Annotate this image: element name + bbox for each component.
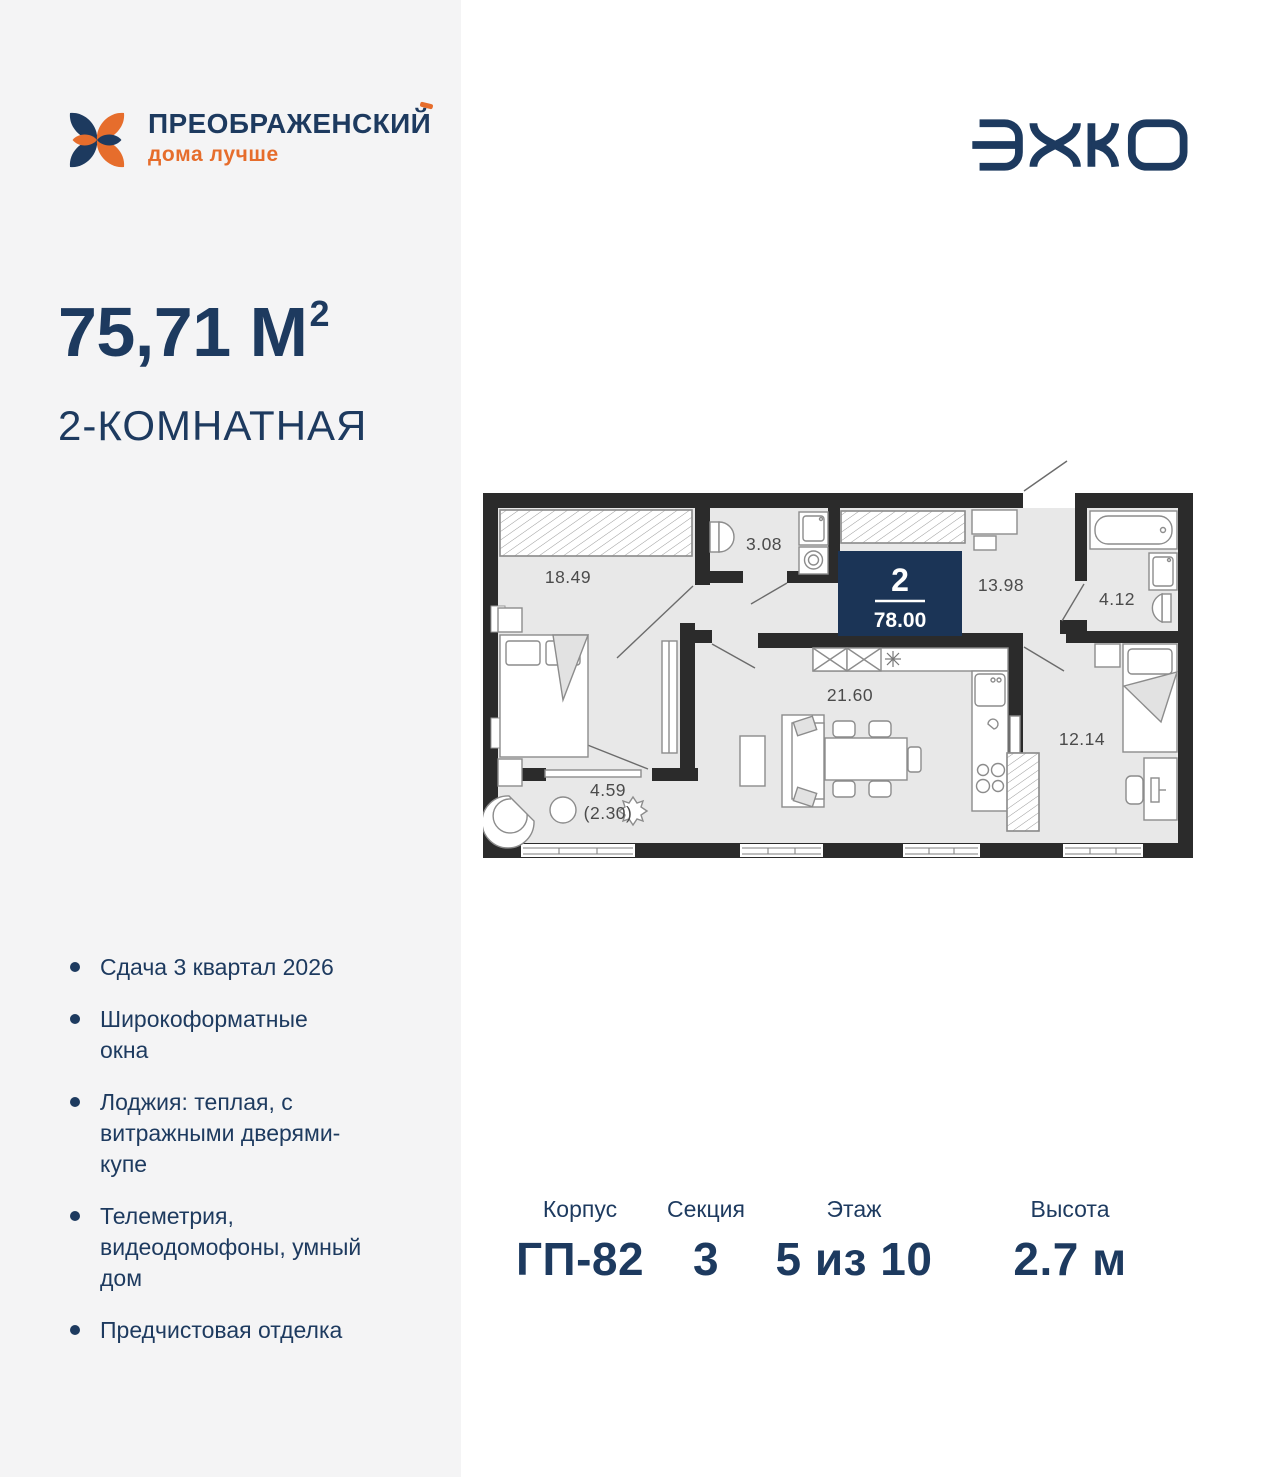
feature-item: Сдача 3 квартал 2026 xyxy=(62,952,362,983)
brand-name-text: ПРЕОБРАЖЕНСКИЙ xyxy=(148,108,432,139)
floor-plan xyxy=(483,458,1193,888)
info-value: 5 из 10 xyxy=(775,1233,933,1285)
room-label-wc: 3.08 xyxy=(745,534,783,554)
room-label-hall: 13.98 xyxy=(977,575,1025,595)
brand-tagline: дома лучше xyxy=(148,143,279,166)
room-label-bedroom2: 12.14 xyxy=(1058,729,1106,749)
plan-badge xyxy=(838,551,962,636)
feature-item: Широкоформатные окна xyxy=(62,1004,362,1066)
area-superscript: 2 xyxy=(309,292,329,334)
info-col-vysota xyxy=(1013,1196,1126,1286)
info-label: Высота xyxy=(1030,1196,1110,1222)
brand-text xyxy=(148,98,431,167)
info-label: Этаж xyxy=(826,1196,882,1222)
info-col-etazh xyxy=(776,1196,933,1286)
apartment-type: 2-КОМНАТНАЯ xyxy=(58,402,368,449)
info-value: ГП-82 xyxy=(515,1233,645,1285)
left-panel xyxy=(0,0,461,1477)
brand-logo xyxy=(58,98,431,182)
floor-plan-svg xyxy=(483,458,1193,888)
area-title xyxy=(58,292,327,372)
flower-icon xyxy=(58,98,136,182)
room-label-bath: 4.12 xyxy=(1098,589,1136,609)
feature-item: Лоджия: теплая, с витражными дверями-купе xyxy=(62,1087,362,1180)
area-value: 75,71 М xyxy=(58,293,308,371)
feature-item: Предчистовая отделка xyxy=(62,1315,362,1346)
features-list xyxy=(62,952,362,1367)
enko-logo xyxy=(963,116,1195,174)
badge-area: 78.00 xyxy=(873,609,927,632)
room-label-bedroom1: 18.49 xyxy=(544,567,592,587)
brand-name xyxy=(148,108,431,140)
info-value: 2.7 м xyxy=(1013,1233,1127,1285)
info-col-korpus xyxy=(516,1196,644,1286)
info-label: Корпус xyxy=(542,1196,618,1222)
info-value: 3 xyxy=(692,1233,720,1285)
room-label-loggia: 4.59 xyxy=(589,780,627,800)
info-label: Секция xyxy=(667,1196,745,1222)
badge-rooms: 2 xyxy=(891,562,909,598)
room-label-loggia-counted: (2.30) xyxy=(583,803,633,823)
room-label-living: 21.60 xyxy=(826,685,874,705)
feature-item: Телеметрия, видеодомофоны, умный дом xyxy=(62,1201,362,1294)
info-col-sekciya xyxy=(667,1196,745,1286)
